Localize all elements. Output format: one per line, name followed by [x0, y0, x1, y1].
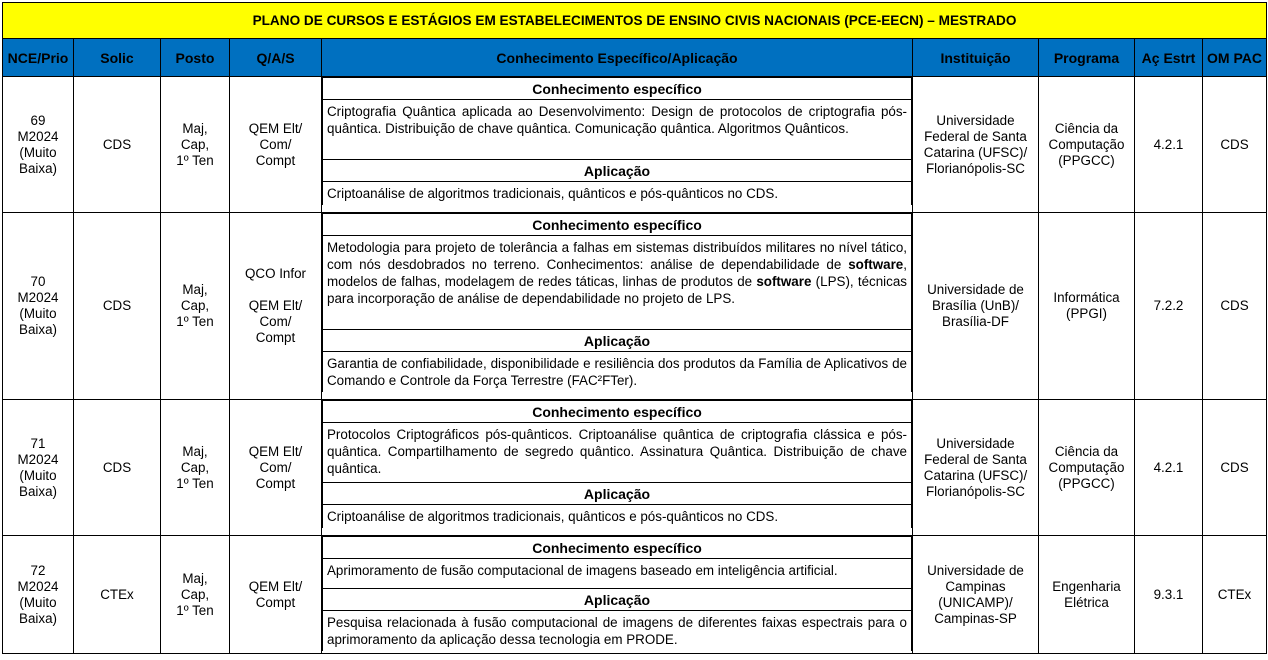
knowledge-text: Metodologia para projeto de tolerância a falhas em sistemas distribuídos militares no nível tático, com nós desdobrados no terreno. Conhecimentos: análise de dependabilidade de software, modelos de falhas, modelagem de redes táticas, linhas de produtos de software (LPS), técnicas para incorporação de análise de dependabilidade no projeto de LPS. [323, 236, 912, 330]
header-nce-prio: NCE/Prio [3, 39, 74, 77]
table-row [3, 213, 1267, 400]
knowledge-heading: Conhecimento específico [323, 401, 912, 423]
knowledge-text: Aprimoramento de fusão computacional de imagens baseado em inteligência artificial. [323, 559, 912, 589]
instituicao-cell: Universidade de Brasília (UnB)/ Brasília-DF [913, 213, 1039, 400]
header-posto: Posto [161, 39, 230, 77]
application-heading: Aplicação [323, 589, 912, 611]
pce-eecn-table [2, 2, 1267, 654]
knowledge-text: Protocolos Criptográficos pós-quânticos. Criptoanálise quântica de criptografia clássica e pós-quântica. Compartilhamento de segredo quântico. Assinatura Quântica. Distribuição de chave quântica. [323, 423, 912, 483]
table-row [3, 536, 1267, 654]
knowledge-cell [322, 213, 913, 400]
knowledge-heading: Conhecimento específico [323, 537, 912, 559]
ac-estrt-cell: 9.3.1 [1135, 536, 1203, 654]
knowledge-cell [322, 400, 913, 536]
programa-cell: Engenharia Elétrica [1039, 536, 1135, 654]
qas-cell: QEM Elt/ Com/ Compt [230, 77, 322, 213]
programa-cell: Informática (PPGI) [1039, 213, 1135, 400]
instituicao-cell: Universidade Federal de Santa Catarina (UFSC)/ Florianópolis-SC [913, 77, 1039, 213]
ac-estrt-cell: 7.2.2 [1135, 213, 1203, 400]
instituicao-cell: Universidade Federal de Santa Catarina (UFSC)/ Florianópolis-SC [913, 400, 1039, 536]
application-heading: Aplicação [323, 330, 912, 352]
solic-cell: CTEx [74, 536, 161, 654]
posto-cell: Maj, Cap, 1º Ten [161, 536, 230, 654]
nce-prio-cell: 70 M2024 (Muito Baixa) [3, 213, 74, 400]
header-instituicao: Instituição [913, 39, 1039, 77]
programa-cell: Ciência da Computação (PPGCC) [1039, 400, 1135, 536]
header-qas: Q/A/S [230, 39, 322, 77]
application-text: Pesquisa relacionada à fusão computacional de imagens de diferentes faixas espectrais para o aprimoramento da aplicação dessa tecnologia em PRODE. [323, 611, 912, 652]
qas-cell: QEM Elt/ Com/ Compt [230, 400, 322, 536]
header-programa: Programa [1039, 39, 1135, 77]
instituicao-cell: Universidade de Campinas (UNICAMP)/ Campinas-SP [913, 536, 1039, 654]
application-text: Garantia de confiabilidade, disponibilidade e resiliência dos produtos da Família de Aplicativos de Comando e Controle da Força Terrestre (FAC²FTer). [323, 352, 912, 393]
application-heading: Aplicação [323, 483, 912, 505]
header-om-pac: OM PAC [1203, 39, 1267, 77]
table-title: PLANO DE CURSOS E ESTÁGIOS EM ESTABELECIMENTOS DE ENSINO CIVIS NACIONAIS (PCE-EECN) – MESTRADO [3, 3, 1267, 39]
nce-prio-cell: 72 M2024 (Muito Baixa) [3, 536, 74, 654]
posto-cell: Maj, Cap, 1º Ten [161, 400, 230, 536]
posto-cell: Maj, Cap, 1º Ten [161, 213, 230, 400]
posto-cell: Maj, Cap, 1º Ten [161, 77, 230, 213]
knowledge-cell [322, 77, 913, 213]
nce-prio-cell: 69 M2024 (Muito Baixa) [3, 77, 74, 213]
qas-cell: QEM Elt/ Compt [230, 536, 322, 654]
ac-estrt-cell: 4.2.1 [1135, 77, 1203, 213]
nce-prio-cell: 71 M2024 (Muito Baixa) [3, 400, 74, 536]
software-term: software [756, 274, 812, 289]
om-pac-cell: CDS [1203, 77, 1267, 213]
table-row [3, 77, 1267, 213]
om-pac-cell: CDS [1203, 213, 1267, 400]
knowledge-text: Criptografia Quântica aplicada ao Desenvolvimento: Design de protocolos de criptografia pós-quântica. Distribuição de chave quântica. Comunicação quântica. Algoritmos Quânticos. [323, 100, 912, 160]
qas-cell: QCO Infor QEM Elt/ Com/ Compt [230, 213, 322, 400]
ac-estrt-cell: 4.2.1 [1135, 400, 1203, 536]
om-pac-cell: CDS [1203, 400, 1267, 536]
knowledge-heading: Conhecimento específico [323, 78, 912, 100]
table-row [3, 400, 1267, 536]
software-term: software [848, 257, 904, 272]
header-solic: Solic [74, 39, 161, 77]
om-pac-cell: CTEx [1203, 536, 1267, 654]
header-row [3, 39, 1267, 77]
knowledge-heading: Conhecimento específico [323, 214, 912, 236]
solic-cell: CDS [74, 213, 161, 400]
application-text: Criptoanálise de algoritmos tradicionais, quânticos e pós-quânticos no CDS. [323, 505, 912, 529]
header-conhecimento: Conhecimento Específico/Aplicação [322, 39, 913, 77]
solic-cell: CDS [74, 77, 161, 213]
knowledge-cell [322, 536, 913, 654]
application-text: Criptoanálise de algoritmos tradicionais, quânticos e pós-quânticos no CDS. [323, 182, 912, 206]
programa-cell: Ciência da Computação (PPGCC) [1039, 77, 1135, 213]
solic-cell: CDS [74, 400, 161, 536]
application-heading: Aplicação [323, 160, 912, 182]
header-ac-estrt: Aç Estrt [1135, 39, 1203, 77]
